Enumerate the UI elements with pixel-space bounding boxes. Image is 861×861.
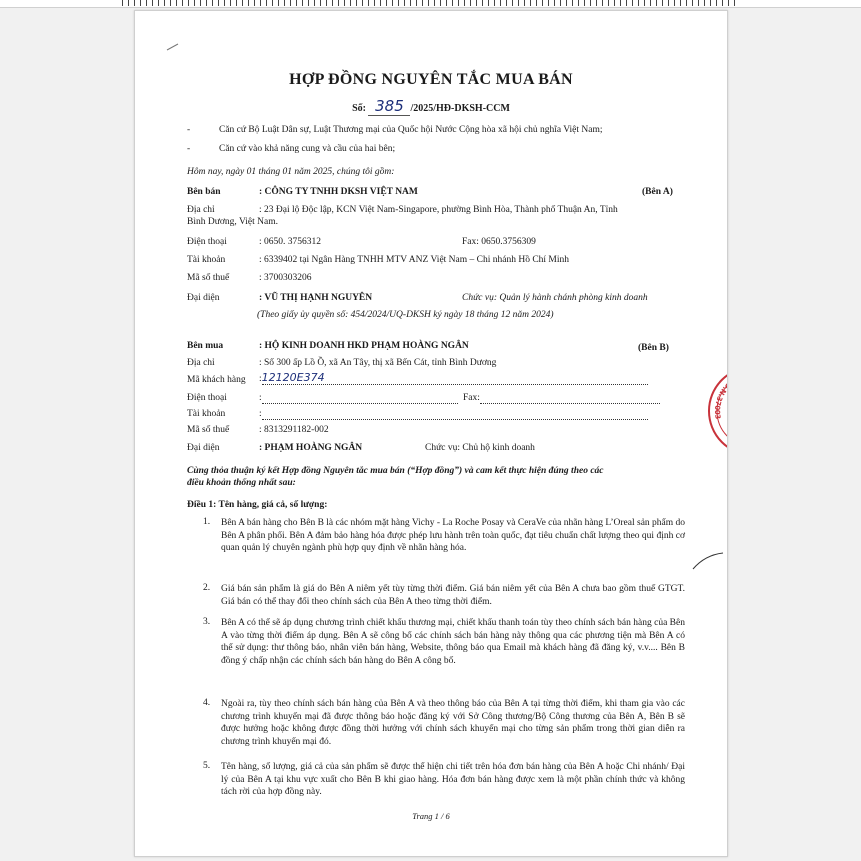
item-5-number: 5. <box>203 761 211 771</box>
preamble-dash-1: - <box>187 125 191 135</box>
stamp-text: M.S.D.N.37003 <box>712 372 746 420</box>
agreement-line-1: Cùng thỏa thuận ký kết Hợp đồng Nguyên tắc mua bán (“Hợp đồng”) và cam kết thực hiện đúng theo các <box>187 466 604 476</box>
seller-tag: (Bên A) <box>642 187 673 197</box>
seller-address-label: Địa chỉ <box>187 205 215 215</box>
seller-account: : 6339402 tại Ngân Hàng TNHH MTV ANZ Việt Nam – Chi nhánh Hồ Chí Minh <box>259 255 570 265</box>
dateline: Hôm nay, ngày 01 tháng 01 năm 2025, chúng tôi gồm: <box>187 167 395 177</box>
item-3-number: 3. <box>203 617 211 627</box>
agreement-line-2: điều khoản thống nhất sau: <box>187 478 296 488</box>
contract-title: HỢP ĐỒNG NGUYÊN TẮC MUA BÁN <box>289 71 573 88</box>
contract-number <box>135 97 727 116</box>
buyer-fax-label: Fax: <box>463 393 480 403</box>
buyer-position: Chức vụ: Chủ hộ kinh doanh <box>425 443 535 453</box>
pen-mark-icon <box>165 41 181 53</box>
preamble-dash-2: - <box>187 144 191 154</box>
item-2-number: 2. <box>203 583 211 593</box>
seller-phone: : 0650. 3756312 <box>259 237 322 247</box>
seller-tax: : 3700303206 <box>259 273 312 283</box>
buyer-tax-label: Mã số thuế <box>187 425 230 435</box>
seller-rep: : VŨ THỊ HẠNH NGUYÊN <box>259 293 373 303</box>
item-1-number: 1. <box>203 517 211 527</box>
buyer-address: : Số 300 ấp Lồ Ồ, xã An Tây, thị xã Bến Cát, tỉnh Bình Dương <box>259 358 497 368</box>
buyer-customer-code: 12120E374 <box>261 371 325 384</box>
preamble-line-1: Căn cứ Bộ Luật Dân sự, Luật Thương mại của Quốc hội Nước Cộng hòa xã hội chủ nghĩa Việt Nam; <box>219 125 603 135</box>
seller-address-line2: Bình Dương, Việt Nam. <box>187 217 278 227</box>
buyer-label: Bên mua <box>187 341 224 351</box>
seller-address-line1: : 23 Đại lộ Độc lập, KCN Việt Nam-Singapore, phường Bình Hòa, Thành phố Thuận An, Tỉnh <box>259 205 618 215</box>
item-4-number: 4. <box>203 698 211 708</box>
number-prefix: Số: <box>352 103 366 114</box>
buyer-customer-code-label: Mã khách hàng <box>187 375 246 385</box>
buyer-account-field: : <box>259 409 648 420</box>
buyer-customer-code-field: :12120E374 <box>259 371 648 385</box>
top-ruler <box>0 0 861 8</box>
page-footer: Trang 1 / 6 <box>412 811 450 821</box>
company-stamp-icon <box>695 361 746 461</box>
buyer-address-label: Địa chỉ <box>187 358 215 368</box>
item-1-text: Bên A bán hàng cho Bên B là các nhóm mặt hàng Vichy - La Roche Posay và CeraVe của nhãn hàng L’Oreal sản phẩm do Bên A phân phối. Bên A đảm bảo hàng hóa được phép lưu hành trên toàn quốc, đạt tiêu chuẩn chất lượng theo qui định cơ quan quản lý chuyên ngành phù hợp quy định về nhãn hàng hóa. <box>221 518 686 553</box>
buyer-tax: : 8313291182-002 <box>259 425 329 435</box>
item-2-text: Giá bán sản phẩm là giá do Bên A niêm yết tùy từng thời điểm. Giá bán niêm yết của Bên A chưa bao gồm thuế GTGT. Giá bán có thể thay đổi theo chính sách của Bên A theo từng thời điểm. <box>221 584 685 607</box>
item-3-text: Bên A có thể sẽ áp dụng chương trình chiết khấu thương mại, chiết khấu thanh toán tùy theo chính sách bán hàng của Bên A vào từng thời điểm áp dụng. Bên A sẽ công bố các chính sách bán hàng này thông qua các phương tiện mà Bên A có thể sử dụng: thư thông báo, nhân viên bán hàng, Website, thông báo qua Email mà khách hàng đã đăng ký, v.v.... Bên B đồng ý chấp nhận các chính sách bán hàng do Bên A công bố. <box>221 618 685 666</box>
preamble-line-2: Căn cứ vào khả năng cung và cầu của hai bên; <box>219 144 396 154</box>
seller-phone-label: Điện thoại <box>187 237 227 247</box>
buyer-fax-field <box>463 393 660 404</box>
article-1-title: Điều 1: Tên hàng, giá cả, số lượng: <box>187 500 328 510</box>
buyer-account-label: Tài khoản <box>187 409 226 419</box>
item-4-text: Ngoài ra, tùy theo chính sách bán hàng của Bên A và theo thông báo của Bên A tại từng thời điểm, khi tham gia vào các chương trình khuyến mại đã được thông báo hoặc đăng ký với Sở Công thương/Bộ Công thương của Bên A, Bên B sẽ được hưởng hoặc không được đồng thời hưởng với chính sách khuyến mại cho từng sản phẩm trong thời gian diễn ra chương trình khuyến mại đó. <box>221 699 685 747</box>
seller-authorization: (Theo giấy ủy quyền số: 454/2024/UQ-DKSH ký ngày 18 tháng 12 năm 2024) <box>257 310 554 320</box>
seller-position: Chức vụ: Quản lý hành chánh phòng kinh doanh <box>462 293 648 303</box>
buyer-rep: : PHẠM HOÀNG NGÂN <box>259 443 363 453</box>
pen-stroke-icon <box>691 551 725 571</box>
buyer-rep-label: Đại diện <box>187 443 220 453</box>
seller-tax-label: Mã số thuế <box>187 273 230 283</box>
buyer-phone-label: Điện thoại <box>187 393 227 403</box>
number-suffix: /2025/HĐ-DKSH-CCM <box>410 103 510 114</box>
item-5-text: Tên hàng, số lượng, giá cả của sản phẩm sẽ được thể hiện chi tiết trên hóa đơn bán hàng của Bên A hoặc Chi nhánh/ Đại lý của Bên A tại khu vực xuất cho Bên B khi giao hàng. Hóa đơn bán hàng được xem là một phần chính thức và không tách rời của hợp đồng này. <box>221 762 685 797</box>
seller-name: : CÔNG TY TNHH DKSH VIỆT NAM <box>259 187 418 197</box>
seller-rep-label: Đại diện <box>187 293 220 303</box>
buyer-tag: (Bên B) <box>638 343 669 353</box>
buyer-name: : HỘ KINH DOANH HKD PHẠM HOÀNG NGÂN <box>259 341 469 351</box>
seller-fax: Fax: 0650.3756309 <box>462 237 536 247</box>
seller-account-label: Tài khoản <box>187 255 226 265</box>
svg-text:M.S.D.N.37003 <box>712 372 746 420</box>
document-page <box>134 10 746 857</box>
number-handwritten: 385 <box>368 97 410 116</box>
seller-label: Bên bán <box>187 187 221 197</box>
ruler-ticks <box>122 0 739 6</box>
buyer-phone-field: : <box>259 393 458 404</box>
